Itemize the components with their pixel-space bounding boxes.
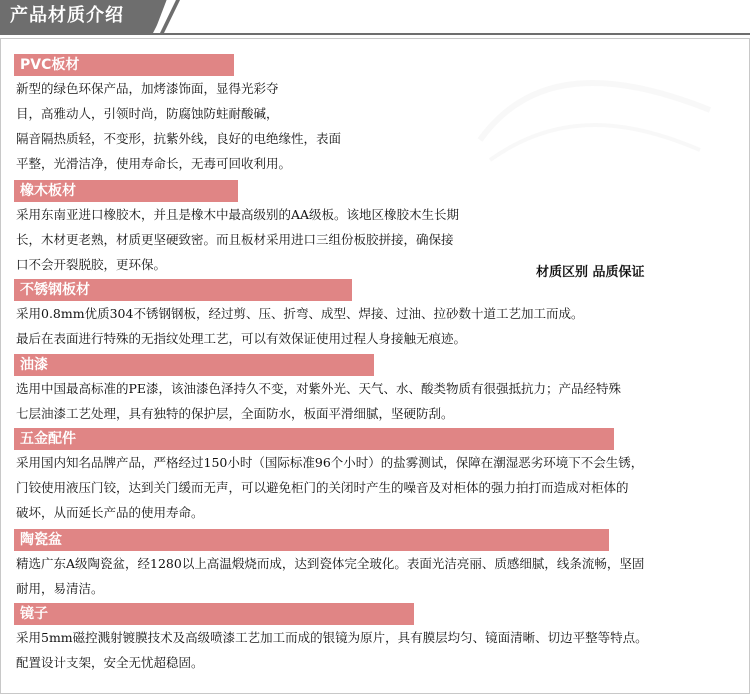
section-text [14,301,583,351]
text-line: 采用5mm磁控溅射镀膜技术及高级喷漆工艺加工而成的银镜为原片，具有膜层均匀、镜面清晰、切边平整等特点。 [16,630,648,645]
text-line: 目，高雅动人，引领时尚，防腐蚀防蛀耐酸碱， [16,106,279,121]
section-pvc [14,54,341,176]
section-title: 陶瓷盆 [14,529,609,551]
text-line: 口不会开裂脱胶，更环保。 [16,257,167,272]
text-line: 精选广东A级陶瓷盆，经1280以上高温煅烧而成，达到瓷体完全玻化。表面光洁亮丽、质感细腻，线条流畅，坚固 [16,556,645,571]
watermark-graphic [470,50,720,170]
text-line: 门铰使用液压门铰，达到关门缓而无声，可以避免柜门的关闭时产生的噪音及对柜体的强力拍打而造成对柜体的 [16,480,629,495]
section-text [14,76,341,176]
section-stainless [14,279,583,351]
text-line: 隔音隔热质轻，不变形，抗紫外线，良好的电绝缘性，表面 [16,131,342,146]
quality-tagline: 材质区别 品质保证 [536,265,645,280]
section-text [14,625,648,675]
text-line: 最后在表面进行特殊的无指纹处理工艺，可以有效保证使用过程人身接触无痕迹。 [16,331,467,346]
text-line: 采用东南亚进口橡胶木，并且是橡木中最高级别的AA级板。该地区橡胶木生长期 [16,207,460,222]
text-line: 七层油漆工艺处理，具有独特的保护层，全面防水，板面平滑细腻，坚硬防刮。 [16,406,454,421]
section-text [14,551,644,601]
text-line: 耐用，易清洁。 [16,581,104,596]
section-text [14,450,643,525]
text-line: 新型的绿色环保产品，加烤漆饰面，显得光彩夺 [16,81,279,96]
section-title: 镜子 [14,603,414,625]
section-mirror [14,603,648,675]
text-line: 采用0.8mm优质304不锈钢钢板，经过剪、压、折弯、成型、焊接、过油、拉砂数十道工艺加工而成。 [16,306,584,321]
section-title: PVC板材 [14,54,234,76]
text-line: 破坏，从而延长产品的使用寿命。 [16,505,204,520]
section-title: 不锈钢板材 [14,279,352,301]
text-line: 配置设计支架，安全无忧超稳固。 [16,655,204,670]
section-hardware [14,428,643,525]
section-oak [14,180,459,277]
section-title: 橡木板材 [14,180,238,202]
section-title: 五金配件 [14,428,614,450]
section-ceramic [14,529,644,601]
section-title: 油漆 [14,354,374,376]
text-line: 选用中国最高标准的PE漆，该油漆色泽持久不变，对紫外光、天气、水、酸类物质有很强抵抗力；产品经特殊 [16,381,622,396]
text-line: 采用国内知名品牌产品，严格经过150小时（国际标准96个小时）的盐雾测试，保障在潮湿恶劣环境下不会生锈， [16,455,644,470]
section-text [14,202,459,277]
text-line: 平整，光滑洁净，使用寿命长，无毒可回收利用。 [16,156,292,171]
section-paint [14,354,621,426]
section-text [14,376,621,426]
page-title: 产品材质介绍 [10,5,124,26]
text-line: 长，木材更老熟，材质更坚硬致密。而且板材采用进口三组份板胶拼接，确保接 [16,232,454,247]
header-bar [0,0,750,35]
